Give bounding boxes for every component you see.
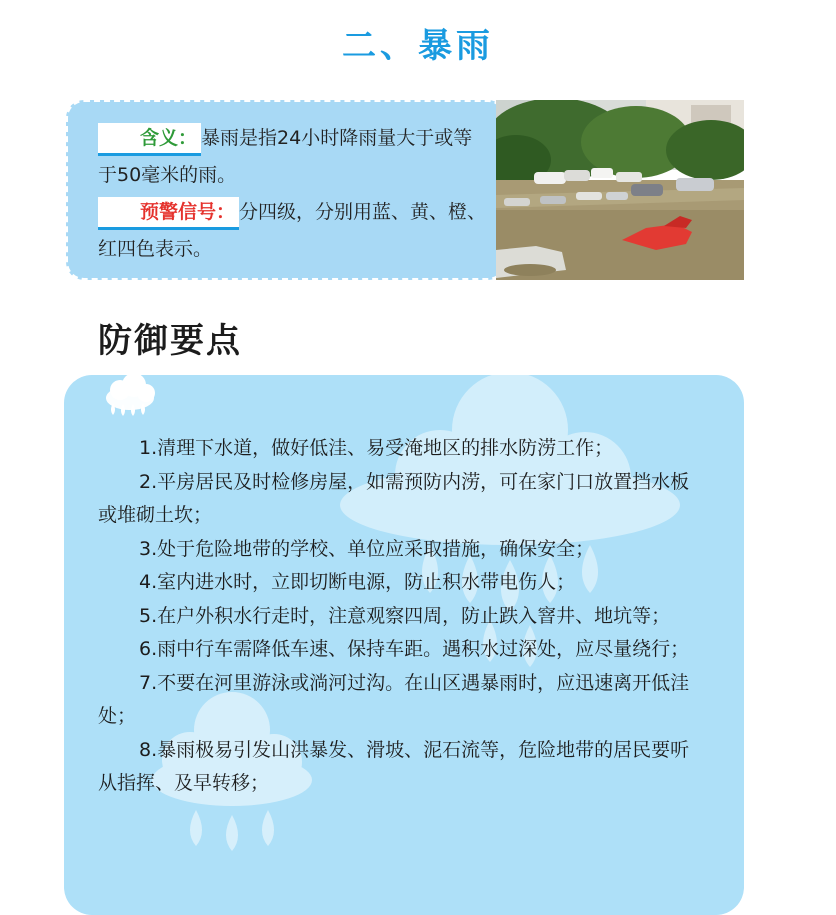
list-item: 1.清理下水道，做好低洼、易受淹地区的排水防涝工作； xyxy=(139,437,614,459)
meaning-label: 含义： xyxy=(98,123,201,156)
section-title: 防御要点 xyxy=(98,321,242,361)
warning-label: 预警信号： xyxy=(98,197,239,230)
small-rain-cloud-icon xyxy=(106,373,155,416)
warning-text: 分四级，分别用蓝、黄、橙、红四色表示。 xyxy=(98,201,487,260)
list-item: 4.室内进水时，立即切断电源，防止积水带电伤人； xyxy=(139,571,576,593)
list-item: 7.不要在河里游泳或淌河过沟。在山区遇暴雨时，应迅速离开低洼处； xyxy=(98,671,690,727)
meaning-text: 暴雨是指24小时降雨量大于或等于50毫米的雨。 xyxy=(98,127,473,186)
defense-points-list xyxy=(98,432,708,801)
list-item: 2.平房居民及时检修房屋，如需预防内涝，可在家门口放置挡水板或堆砌土坎； xyxy=(98,470,690,526)
page-title: 二、暴雨 xyxy=(342,26,494,66)
list-item: 5.在户外积水行走时，注意观察四周，防止跌入窨井、地坑等； xyxy=(139,604,671,627)
list-item: 6.雨中行车需降低车速、保持车距。遇积水过深处，应尽量绕行； xyxy=(139,638,690,660)
list-item: 3.处于危险地带的学校、单位应采取措施，确保安全； xyxy=(139,537,595,560)
list-item: 8.暴雨极易引发山洪暴发、滑坡、泥石流等，危险地带的居民要听从指挥、及早转移； xyxy=(98,738,690,794)
